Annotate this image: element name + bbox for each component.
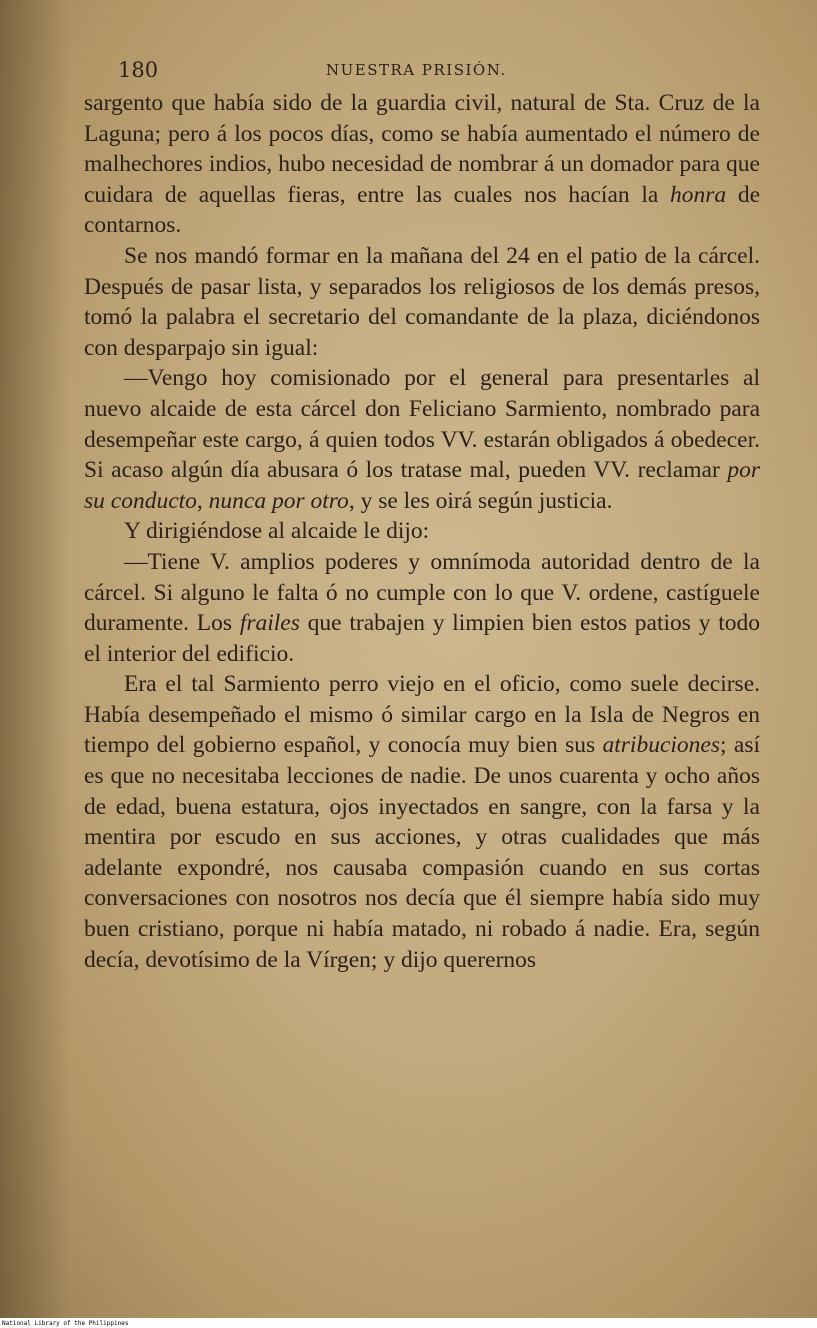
italic-frailes: frailes: [239, 610, 300, 637]
body-text: [84, 88, 760, 975]
italic-honra: honra: [669, 181, 727, 208]
page-number: 180: [118, 58, 159, 82]
italic-atribuciones: atribuciones: [602, 732, 720, 759]
library-credit: National Library of the Philippines: [2, 1320, 129, 1327]
paragraph-1: sargento que había sido de la guardia civil, natural de Sta. Cruz de la Laguna; pero á los pocos días, como se había aumentado el número de malhechores indios, hubo necesidad de nombrar á un domador para que cuidara de aquellas fieras, entre las cuales nos hacían la honra de contarnos.: [84, 90, 760, 239]
page-edge-shadow: [0, 0, 70, 1318]
running-title: NUESTRA PRISIÓN.: [326, 61, 507, 79]
paragraph-6: Era el tal Sarmiento perro viejo en el oficio, como suele decirse. Había desempeñado el mismo ó similar cargo en la Isla de Negros en tiempo del gobierno español, y conocía muy bien sus atribuciones; así es que no necesitaba lecciones de nadie. De unos cuarenta y ocho años de edad, buena estatura, ojos inyectados en sangre, con la farsa y la mentira por escudo en sus acciones, y otras cualidades que más adelante expondré, nos causaba compasión cuando en sus cortas conversaciones con nosotros nos decía que él siempre había sido muy buen cristiano, porque ni había matado, ni robado á nadie. Era, según decía, devotísimo de la Vírgen; y dijo querernos: [84, 671, 760, 973]
page-header: [0, 58, 817, 88]
italic-nunca-por-otro: nunca por otro: [208, 487, 349, 514]
paragraph-2: Se nos mandó formar en la mañana del 24 en el patio de la cárcel. Después de pasar lista, y separados los religiosos de los demás presos, tomó la palabra el secretario del comandante de la plaza, diciéndonos con desparpajo sin igual:: [84, 242, 760, 361]
paragraph-4: Y dirigiéndose al alcaide le dijo:: [124, 518, 430, 545]
italic-por-su-conducto: por su conducto: [84, 457, 760, 514]
paragraph-5: —Tiene V. amplios poderes y omnímoda autoridad dentro de la cárcel. Si alguno le falta ó no cumple con lo que V. ordene, castíguele duramente. Los frailes que trabajen y limpien bien estos patios y todo el interior del edificio.: [84, 548, 760, 667]
paragraph-3: —Vengo hoy comisionado por el general para presentarles al nuevo alcaide de esta cárcel don Feliciano Sarmiento, nombrado para desempeñar este cargo, á quien todos VV. estarán obligados á obedecer. Si acaso algún día abusara ó los tratase mal, pueden VV. reclamar por su conducto, nunca por otro, y se les oirá según justicia.: [84, 365, 760, 514]
